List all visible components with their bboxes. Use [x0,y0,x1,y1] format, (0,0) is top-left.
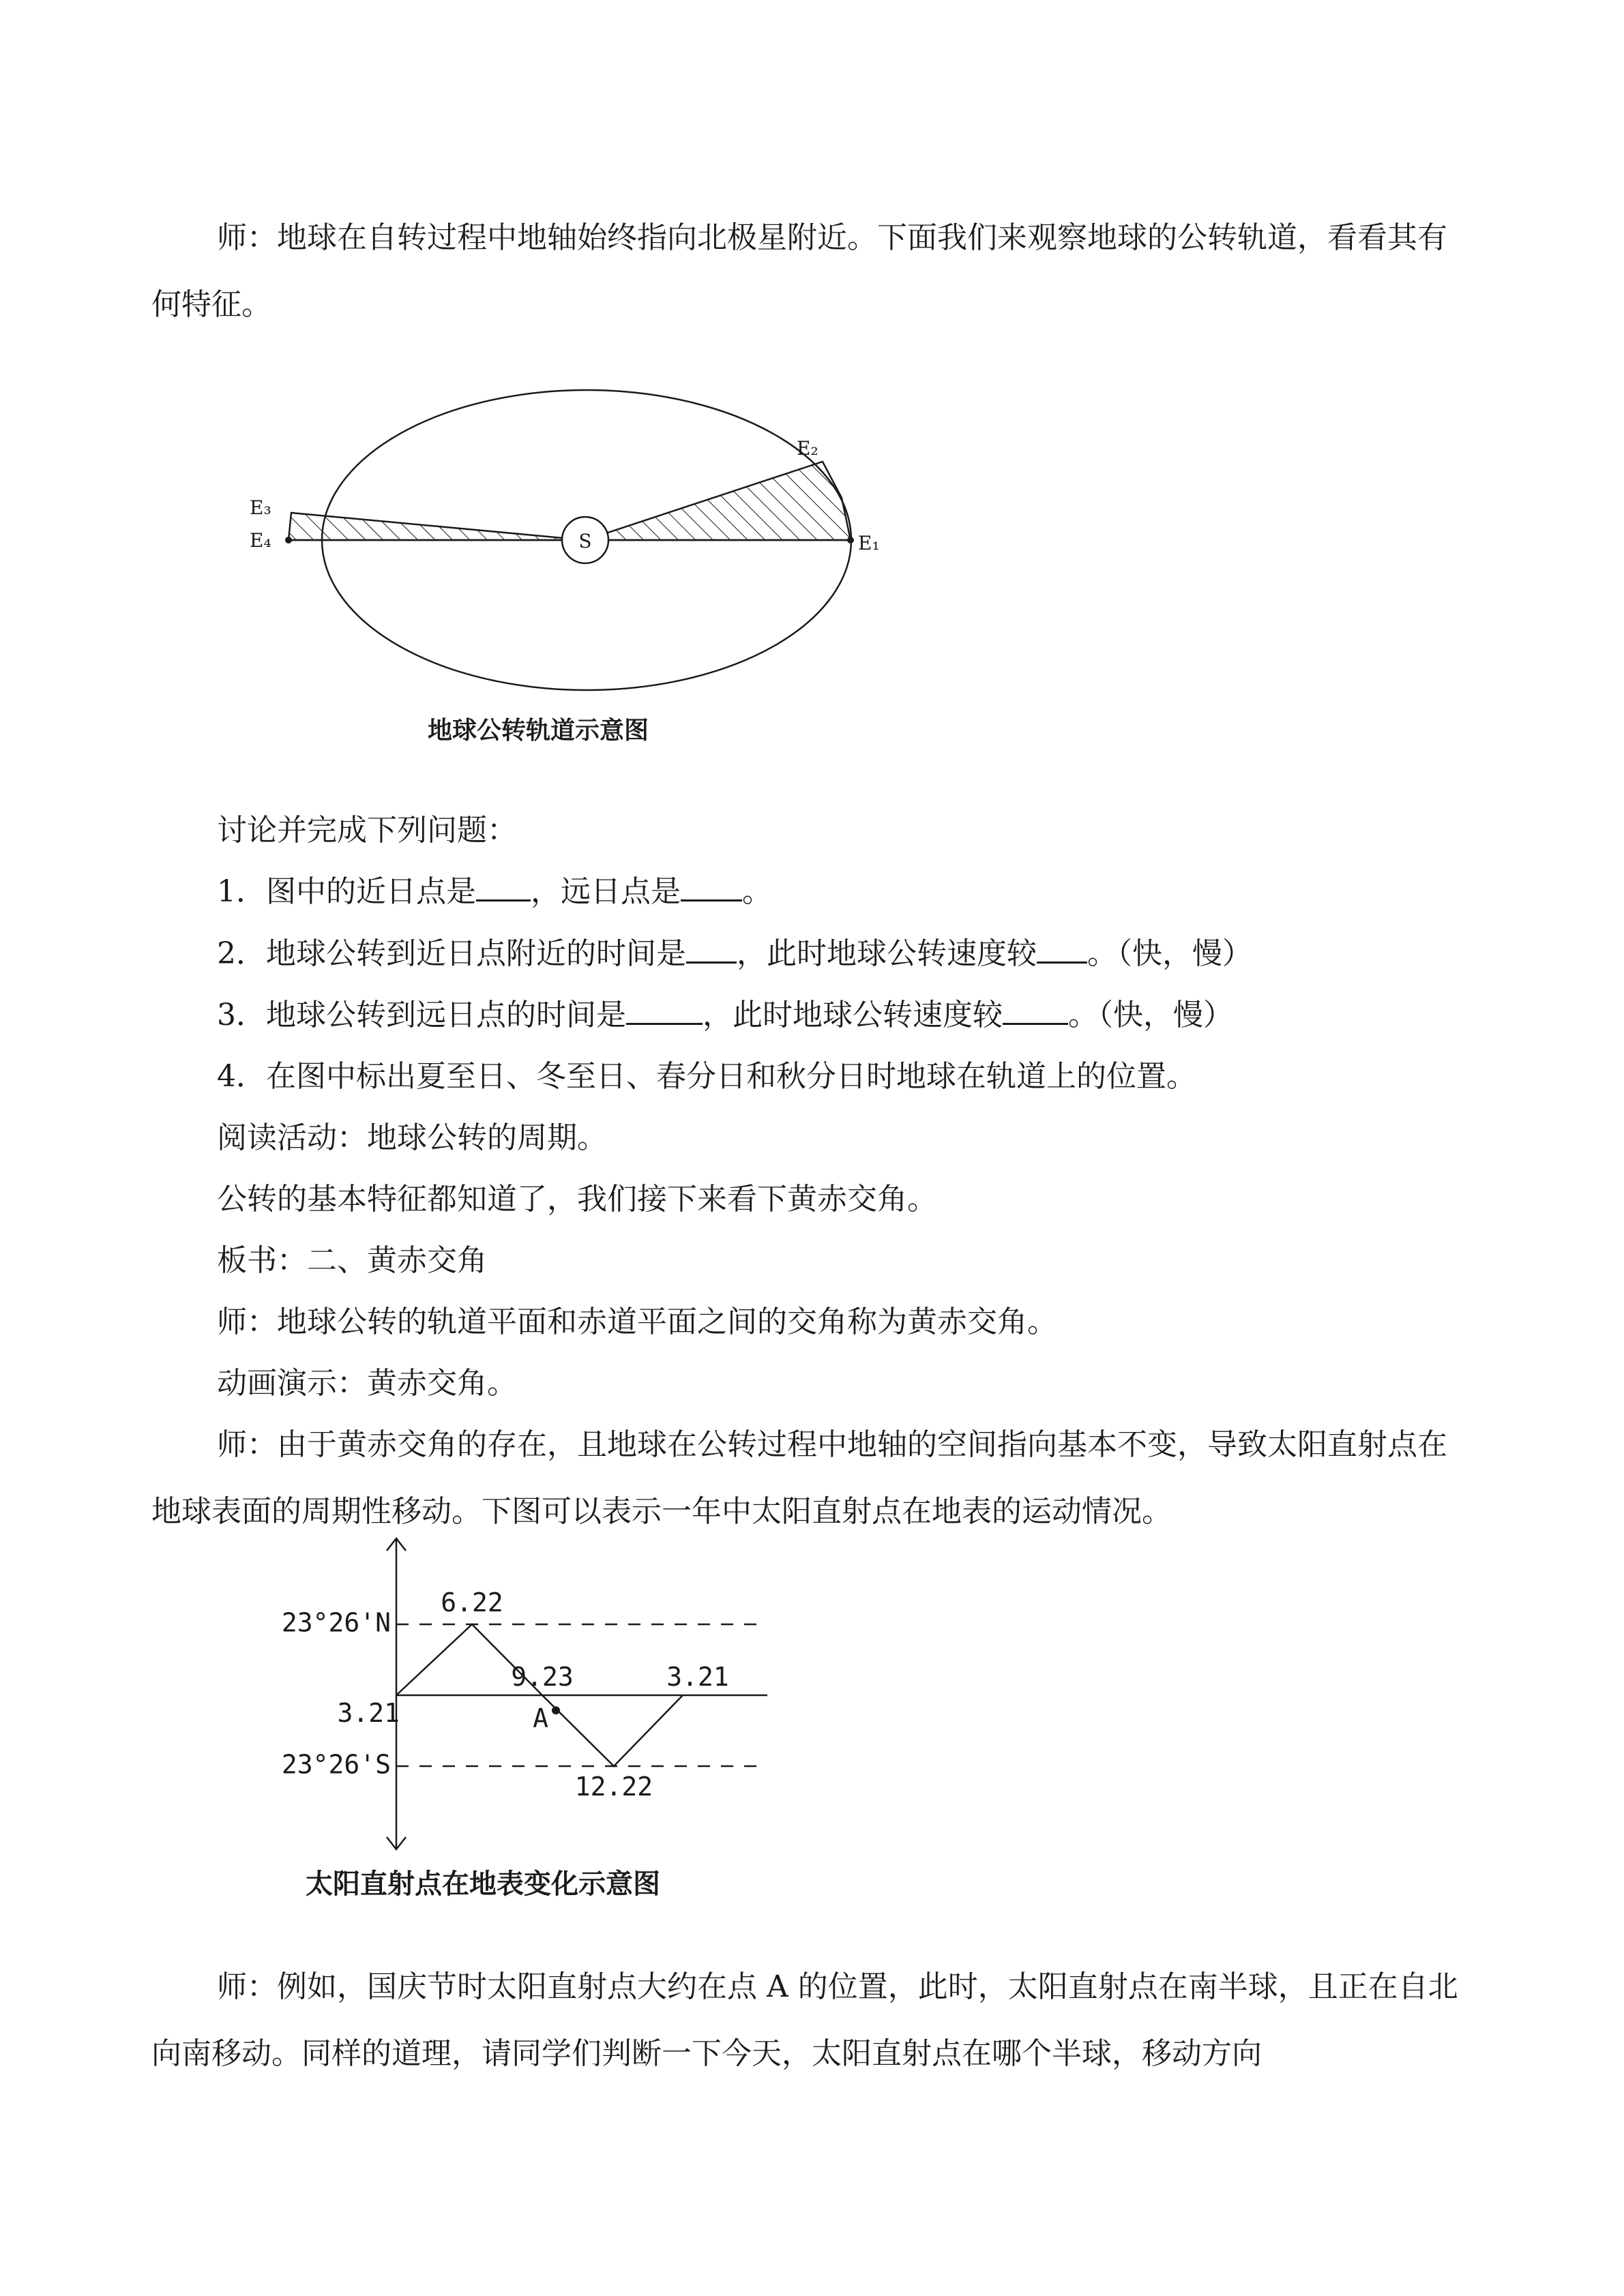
lat-north-label: 23°26'N [281,1607,391,1638]
animation-note: 动画演示：黄赤交角。 [217,1366,517,1401]
sun-chart-caption: 太阳直射点在地表变化示意图 [306,1868,660,1900]
discussion-title: 讨论并完成下列问题： [217,813,517,848]
shaded-sector-e3-e4 [289,513,585,540]
e4-label: E₄ [250,529,271,552]
intro-paragraph: 师：地球在自转过程中地轴始终指向北极星附近。下面我们来观察地球的公转轨道，看看其有何特征。 [151,220,1447,322]
e1-dot [847,537,854,543]
e3-label: E₃ [250,496,271,519]
question-4: 4．在图中标出夏至日、冬至日、春分日和秋分日时地球在轨道上的位置。 [217,1059,1196,1094]
example-paragraph: 师：例如，国庆节时太阳直射点大约在点 A 的位置，此时，太阳直射点在南半球，且正在自北向南移动。同样的道理，请同学们判断一下今天，太阳直射点在哪个半球，移动方向 [151,1969,1458,2071]
date-label-march-end: 3.21 [666,1662,729,1692]
orbit-diagram [239,361,880,716]
sun-label: S [578,530,592,552]
point-a-marker [552,1706,560,1714]
date-label-dec: 12.22 [574,1772,653,1802]
reading-activity: 阅读活动：地球公转的周期。 [217,1120,607,1155]
board-note: 板书：二、黄赤交角 [217,1243,487,1278]
explanation-paragraph: 师：由于黄赤交角的存在，且地球在公转过程中地轴的空间指向基本不变，导致太阳直射点在地球表面的周期性移动。下图可以表示一年中太阳直射点在地表的运动情况。 [151,1427,1447,1529]
date-label-start: 3.21 [337,1698,400,1728]
date-label-sept: 9.23 [511,1662,574,1692]
e1-label: E₁ [858,532,880,554]
lat-south-label: 23°26'S [281,1749,391,1780]
shaded-sector-e1-e2 [585,462,851,540]
question-1: 1．图中的近日点是 ，远日点是 。 [217,871,772,912]
e4-dot [285,537,292,543]
point-a-label: A [533,1703,548,1733]
e2-label: E₂ [797,437,818,460]
orbit-caption: 地球公转轨道示意图 [428,717,649,745]
question-2: 2．地球公转到近日点附近的时间是 ，此时地球公转速度较 。（快，慢） [217,934,1252,974]
date-label-june: 6.22 [441,1587,503,1617]
sun-point-chart [259,1534,784,1855]
question-3: 3．地球公转到远日点的时间是 ，此时地球公转速度较 。（快，慢） [217,995,1233,1036]
definition-text: 师：地球公转的轨道平面和赤道平面之间的交角称为黄赤交角。 [217,1304,1057,1339]
transition-text: 公转的基本特征都知道了，我们接下来看下黄赤交角。 [217,1182,937,1217]
